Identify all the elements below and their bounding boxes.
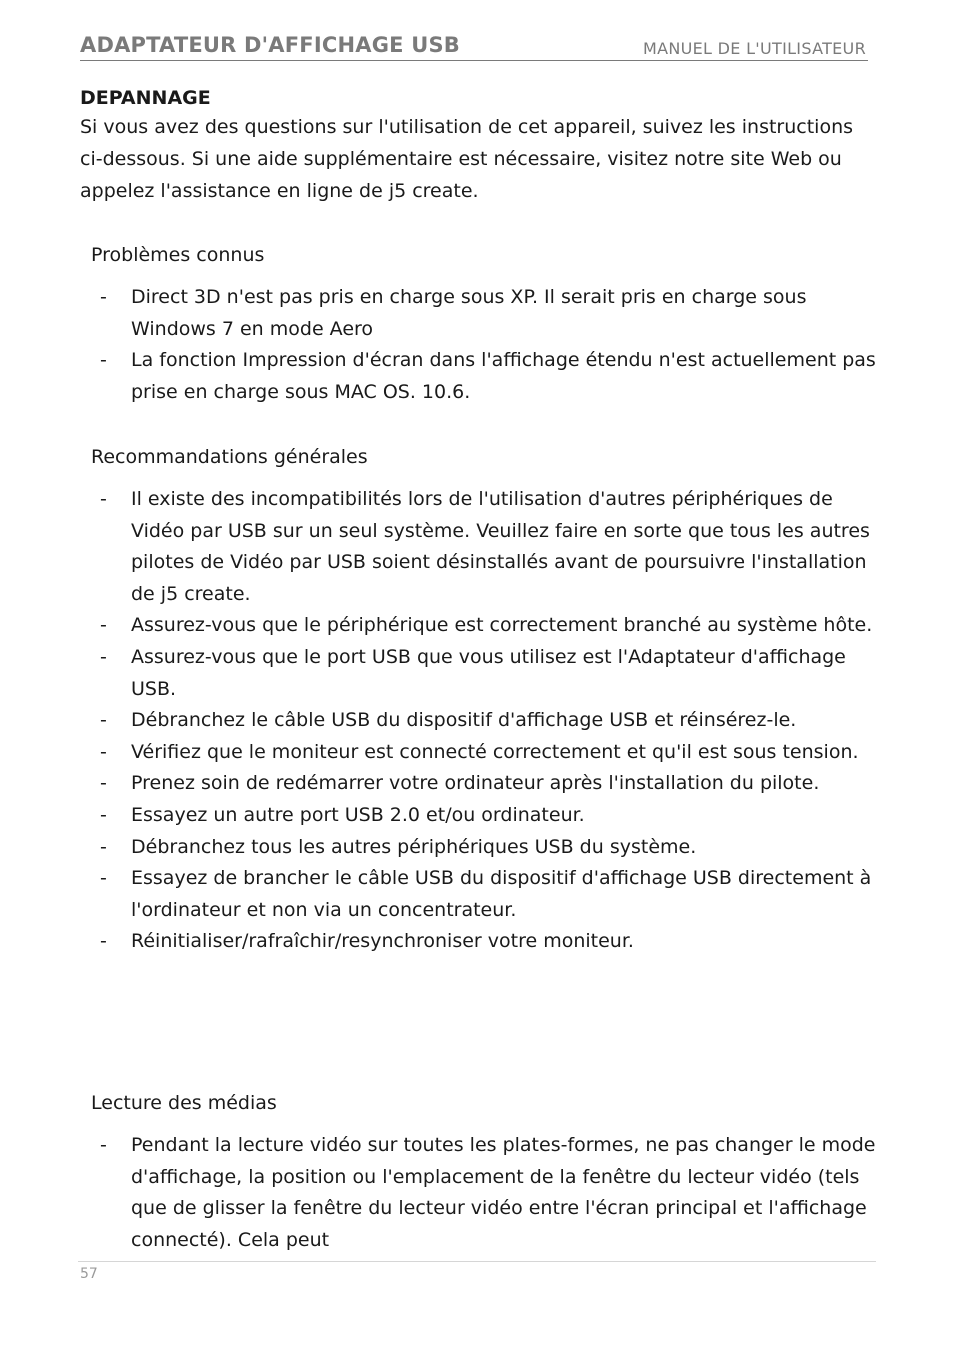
bullet-dash: - — [100, 835, 107, 858]
intro-paragraph: Si vous avez des questions sur l'utilisation de cet appareil, suivez les instructions ci-dessous. Si une aide supplémentaire est nécessaire, visitez notre site Web ou appelez l'assistance en ligne de j5 create. — [80, 116, 854, 202]
page-number: 57 — [80, 1266, 98, 1282]
known-issues-list — [100, 282, 890, 408]
list-item: - Débranchez le câble USB du dispositif d'affichage USB et réinsérez-le. — [100, 705, 890, 737]
bullet-dash: - — [100, 488, 107, 510]
bullet-dash: - — [100, 349, 107, 372]
section-title: DEPANNAGE — [80, 87, 211, 109]
bullet-dash: - — [100, 614, 107, 637]
bullet-dash: - — [100, 803, 107, 826]
list-item: - Réinitialiser/rafraîchir/resynchroniser votre moniteur. — [100, 926, 890, 958]
bullet-dash: - — [100, 930, 107, 953]
bullet-dash: - — [100, 286, 107, 308]
list-item: - La fonction Impression d'écran dans l'affichage étendu n'est actuellement pas prise en charge sous MAC OS. 10.6. — [100, 345, 890, 408]
document-title: ADAPTATEUR D'AFFICHAGE USB — [80, 33, 460, 57]
list-item: - Direct 3D n'est pas pris en charge sous XP. Il serait pris en charge sous Windows 7 en mode Aero — [100, 282, 890, 345]
general-recommendations-list — [100, 484, 890, 958]
list-item: - Vérifiez que le moniteur est connecté correctement et qu'il est sous tension. — [100, 737, 890, 769]
list-item: - Assurez-vous que le port USB que vous utilisez est l'Adaptateur d'affichage USB. — [100, 642, 890, 705]
bullet-dash: - — [100, 867, 107, 890]
list-item: - Pendant la lecture vidéo sur toutes les plates-formes, ne pas changer le mode d'affichage, la position ou l'emplacement de la fenêtre du lecteur vidéo (tels que de glisser la fenêtre du lecteur vidéo entre l'écran principal et l'affichage connecté). Cela peut — [100, 1130, 890, 1256]
list-item: - Débranchez tous les autres périphériques USB du système. — [100, 832, 890, 864]
subheading-general-recommendations: Recommandations générales — [91, 446, 368, 468]
list-item: - Il existe des incompatibilités lors de l'utilisation d'autres périphériques de Vidéo par USB sur un seul système. Veuillez faire en sorte que tous les autres pilotes de Vidéo par USB soient désinstallés avant de poursuivre l'installation de j5 create. — [100, 484, 890, 610]
bullet-dash: - — [100, 1134, 107, 1156]
list-item: - Essayez un autre port USB 2.0 et/ou ordinateur. — [100, 800, 890, 832]
list-item: - Assurez-vous que le périphérique est correctement branché au système hôte. — [100, 610, 890, 642]
bullet-dash: - — [100, 709, 107, 732]
list-item: - Prenez soin de redémarrer votre ordinateur après l'installation du pilote. — [100, 768, 890, 800]
footer-divider — [78, 1261, 876, 1262]
list-item: - Essayez de brancher le câble USB du dispositif d'affichage USB directement à l'ordinateur et non via un concentrateur. — [100, 863, 890, 926]
bullet-dash: - — [100, 645, 107, 668]
subheading-media-playback: Lecture des médias — [91, 1092, 277, 1114]
bullet-dash: - — [100, 740, 107, 763]
bullet-dash: - — [100, 772, 107, 795]
media-playback-list — [100, 1130, 890, 1256]
document-subtitle: MANUEL DE L'UTILISATEUR — [643, 39, 866, 58]
subheading-known-issues: Problèmes connus — [91, 244, 265, 266]
page-header — [80, 33, 868, 61]
